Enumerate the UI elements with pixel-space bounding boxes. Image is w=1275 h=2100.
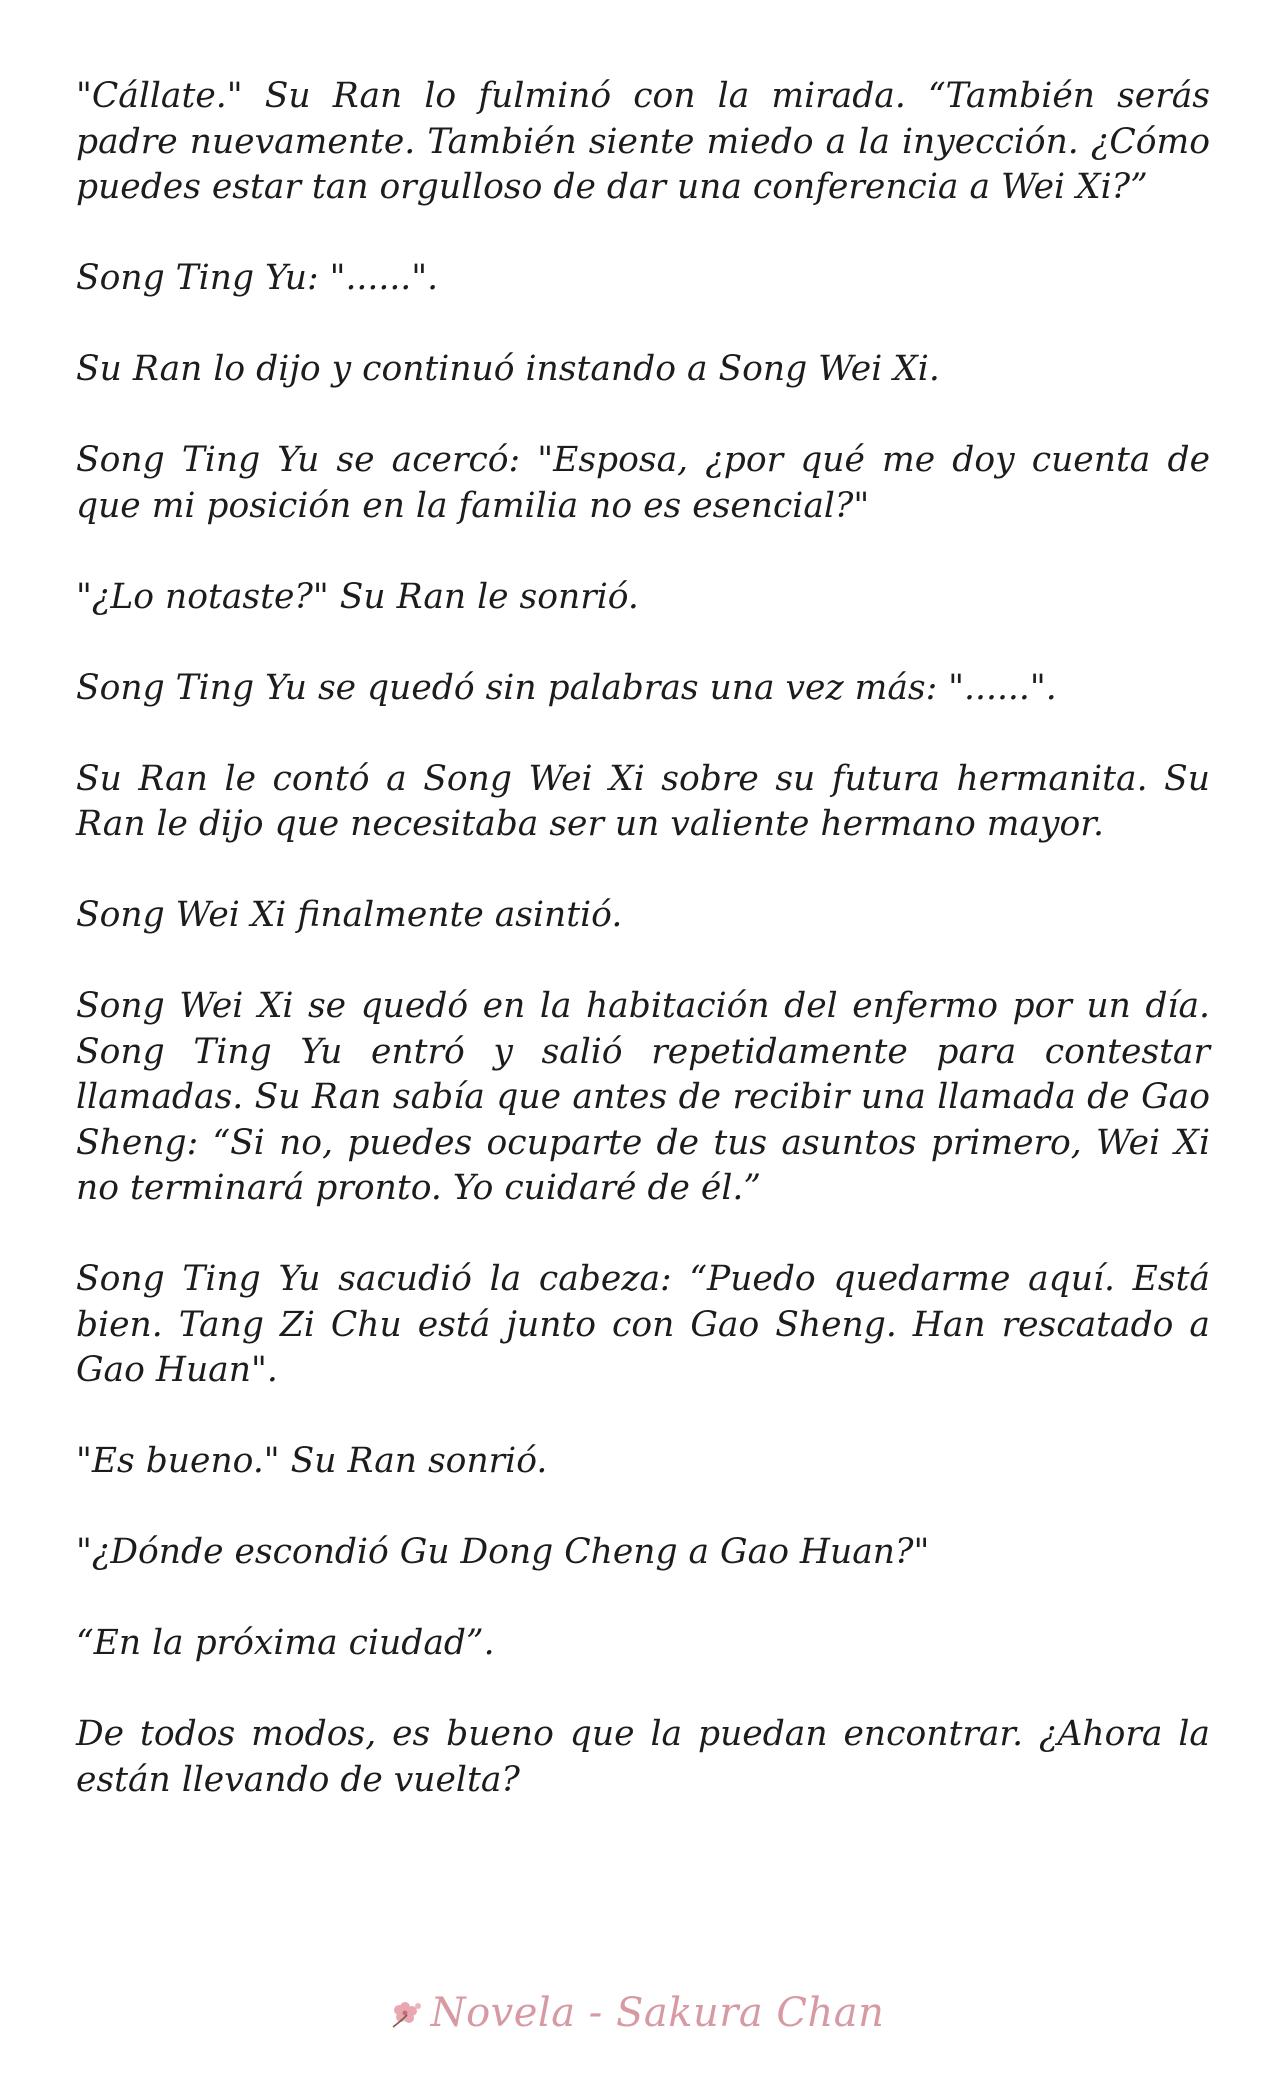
watermark-text: Novela - Sakura Chan [430,1990,885,2036]
paragraph: Su Ran lo dijo y continuó instando a Song Wei Xi. [76,349,940,389]
sakura-blossom-icon [391,1999,425,2029]
paragraph: "Es bueno." Su Ran sonrió. [76,1441,548,1481]
paragraph: De todos modos, es bueno que la puedan encontrar. ¿Ahora la están llevando de vuelta? [76,1714,1210,1800]
paragraph: Song Ting Yu se acercó: "Esposa, ¿por qué me doy cuenta de que mi posición en la familia no es esencial?" [76,440,1210,526]
paragraph: “En la próxima ciudad”. [76,1623,495,1663]
paragraph: "¿Dónde escondió Gu Dong Cheng a Gao Huan?" [76,1532,930,1572]
paragraph: Song Ting Yu sacudió la cabeza: “Puedo quedarme aquí. Está bien. Tang Zi Chu está junto con Gao Sheng. Han rescatado a Gao Huan". [76,1259,1210,1390]
paragraph: Song Ting Yu se quedó sin palabras una vez más: "......". [76,667,1057,708]
paragraph: Su Ran le contó a Song Wei Xi sobre su futura hermanita. Su Ran le dijo que necesitaba ser un valiente hermano mayor. [76,758,1210,844]
paragraph: Song Wei Xi se quedó en la habitación del enfermo por un día. Song Ting Yu entró y salió repetidamente para contestar llamadas. Su Ran sabía que antes de recibir una llamada de Gao Sheng: “Si no, puedes ocuparte de tus asuntos primero, Wei Xi no terminará pronto. Yo cuidaré de él.” [76,986,1210,1208]
paragraph: "Cállate." Su Ran lo fulminó con la mirada. “También serás padre nuevamente. También siente miedo a la inyección. ¿Cómo puedes estar tan orgulloso de dar una conferencia a Wei Xi?” [76,76,1210,207]
document-body [76,74,1210,1849]
watermark [0,1990,1275,2036]
paragraph: Song Wei Xi finalmente asintió. [76,895,623,935]
paragraph: Song Ting Yu: "......". [76,258,439,298]
paragraph: "¿Lo notaste?" Su Ran le sonrió. [76,576,639,617]
